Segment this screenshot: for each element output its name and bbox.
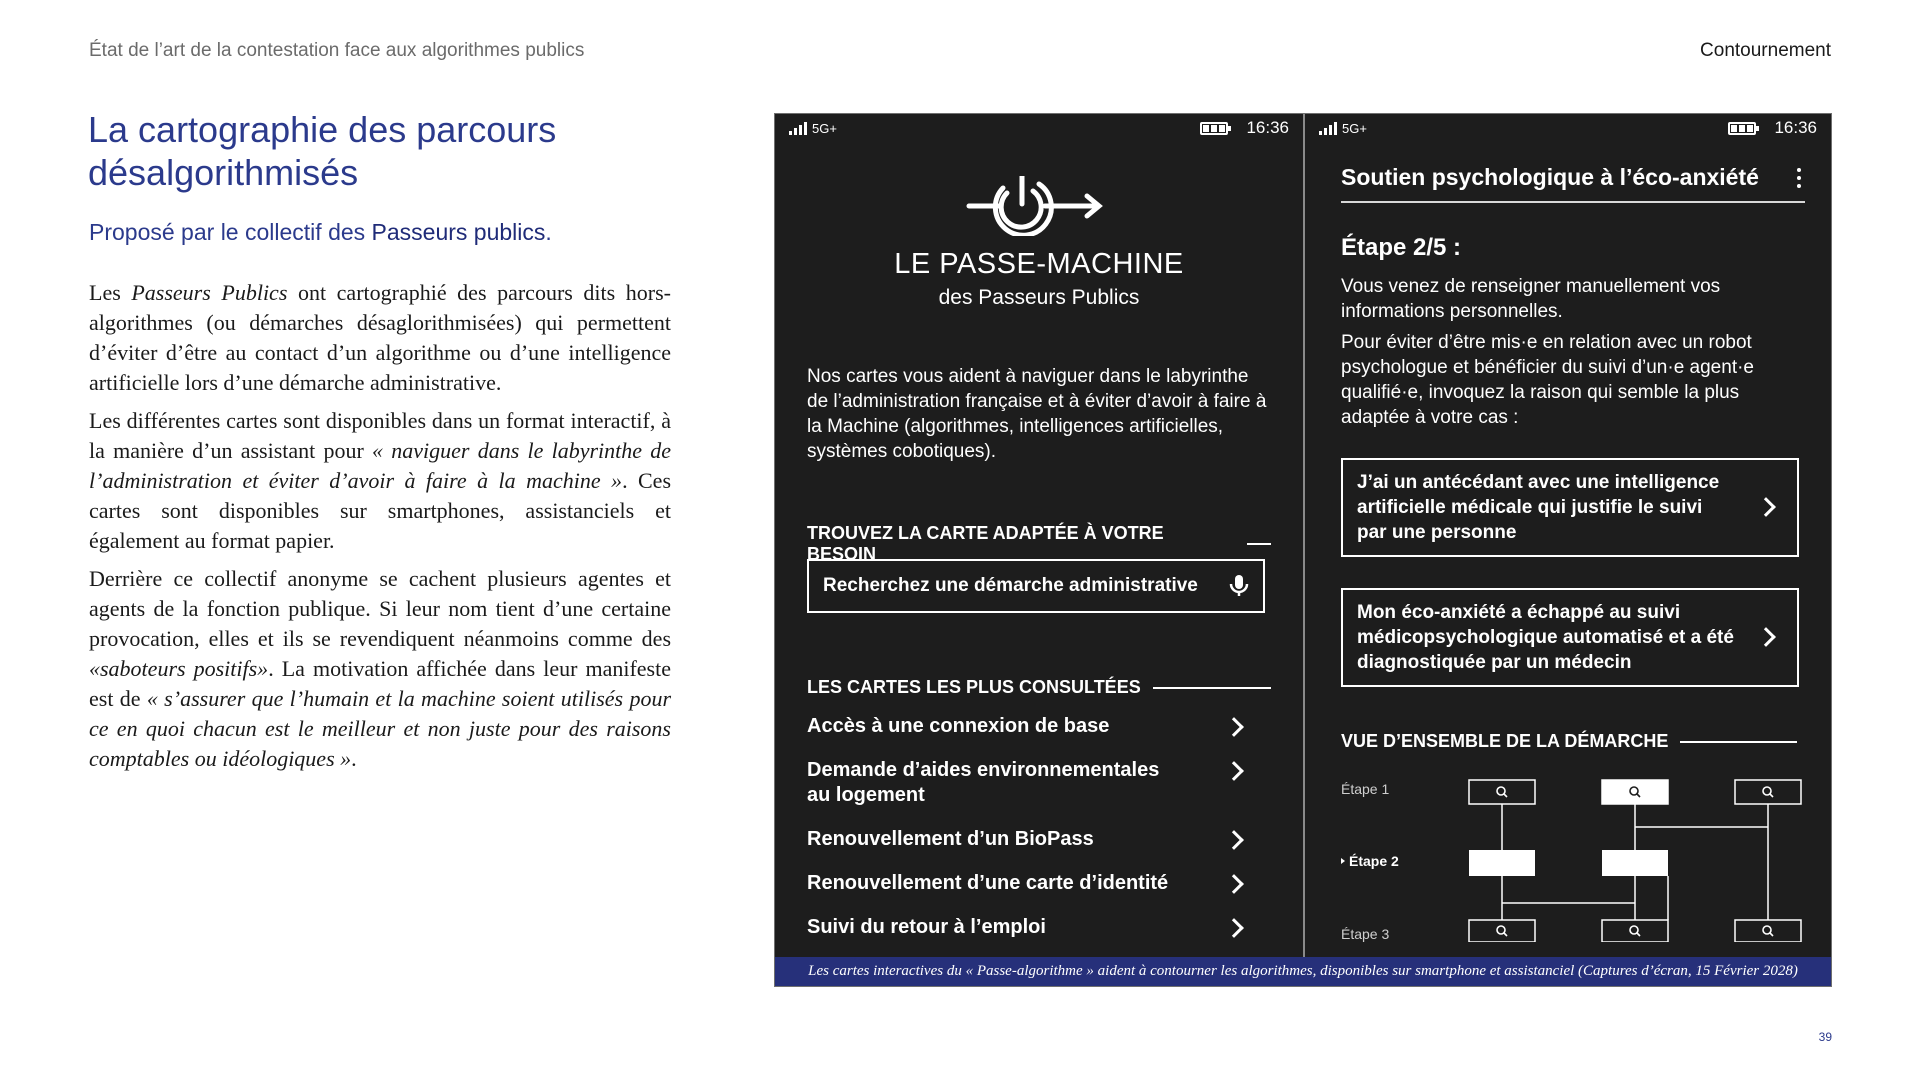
- step-node[interactable]: [1602, 780, 1668, 804]
- card-label: Accès à une connexion de base: [807, 715, 1110, 737]
- page-title: La cartographie des parcours désalgorithmisés: [88, 109, 557, 193]
- step-node[interactable]: [1602, 850, 1668, 876]
- search-placeholder: Recherchez une démarche administrative: [823, 575, 1198, 596]
- popular-cards-heading: [807, 677, 1271, 698]
- article-body: [89, 278, 671, 782]
- step-description-2: Pour éviter d’être mis·e en relation avec un robot psychologue et bénéficier du suivi d’un·e agent·e qualifié·e, invoquez la raison qui semble la plus adaptée à votre cas :: [1341, 332, 1754, 428]
- chevron-right-icon: [1224, 761, 1244, 781]
- find-card-heading-label: TROUVEZ LA CARTE ADAPTÉE À VOTRE BESOIN: [807, 523, 1164, 564]
- step3-nodes: [1469, 920, 1801, 942]
- list-item[interactable]: [807, 827, 1247, 852]
- signal-icon: [789, 121, 807, 135]
- signal-icon: [1319, 121, 1337, 135]
- chevron-right-icon: [1224, 874, 1244, 894]
- section-tag: Contournement: [1700, 40, 1831, 61]
- step-title: Étape 2/5 :: [1341, 234, 1462, 261]
- paragraph-1: [89, 278, 671, 398]
- heading-rule: [1680, 741, 1797, 743]
- chevron-right-icon: [1224, 918, 1244, 938]
- card-label: Renouvellement d’un BioPass: [807, 828, 1094, 850]
- screenshot-figure: [774, 113, 1832, 987]
- choice-option[interactable]: [1341, 458, 1799, 557]
- p1-text-a: Les: [89, 280, 132, 305]
- choice-label: Mon éco-anxiété a échappé au suivi médicopsychologique automatisé et a été diagnostiquée par un médecin: [1357, 602, 1734, 673]
- step2-nodes: [1469, 850, 1668, 876]
- step-node[interactable]: [1469, 780, 1535, 804]
- page-number: 39: [1818, 1030, 1832, 1044]
- step-label-current: Étape 2: [1349, 853, 1399, 869]
- step-node[interactable]: [1469, 920, 1535, 942]
- subtitle-collective: Passeurs publics: [371, 219, 546, 245]
- step-node[interactable]: [1735, 920, 1801, 942]
- chevron-right-icon: [1756, 497, 1776, 517]
- process-overview-diagram: [1335, 772, 1805, 942]
- step-node[interactable]: [1602, 920, 1668, 942]
- battery-icon: [1200, 122, 1228, 135]
- subtitle: [89, 219, 552, 246]
- list-item[interactable]: [807, 758, 1247, 808]
- step-node[interactable]: [1735, 780, 1801, 804]
- subtitle-prefix: Proposé par le collectif des: [89, 219, 372, 245]
- search-input[interactable]: [807, 559, 1265, 613]
- overview-heading: [1341, 731, 1797, 752]
- step-label: Étape 1: [1341, 781, 1390, 797]
- step1-nodes: [1469, 780, 1801, 804]
- p3-quote-2: « s’assurer que l’humain et la machine soient utilisés pour ce en quoi chacun est le meilleur et non juste pour des raisons comptables ou idéologiques »: [89, 686, 672, 771]
- p2-text-c: . Ces cartes sont disponibles sur smartphones, assistanciels et également au format papier.: [89, 468, 672, 553]
- list-item[interactable]: [807, 871, 1247, 896]
- heading-rule: [1247, 543, 1271, 545]
- chevron-right-icon: [1224, 830, 1244, 850]
- status-bar: [1305, 114, 1831, 142]
- card-label: Suivi du retour à l’emploi: [807, 916, 1046, 938]
- screen-title: Soutien psychologique à l’éco-anxiété: [1341, 164, 1805, 203]
- card-label: Renouvellement d’une carte d’identité: [807, 872, 1169, 894]
- p2-quote: « naviguer dans le labyrinthe de l’administration et éviter d’avoir à faire à la machine »: [89, 438, 671, 493]
- intro-text: Nos cartes vous aident à naviguer dans le labyrinthe de l’administration française et à éviter d’avoir à faire à la Machine (algorithmes, intelligences artificielles, systèmes cobotiques).: [807, 366, 1267, 462]
- step-node[interactable]: [1469, 850, 1535, 876]
- p3-text-c: . La motivation affichée dans leur manifeste est de: [89, 656, 671, 711]
- phone-screens: [775, 114, 1831, 957]
- list-item[interactable]: [807, 714, 1247, 739]
- p3-text-e: .: [351, 746, 357, 771]
- step-description: [1341, 274, 1801, 436]
- step-label: Étape 3: [1341, 926, 1390, 942]
- brand-subtitle: des Passeurs Publics: [938, 286, 1140, 309]
- p1-text-b: Passeurs Publics: [131, 280, 288, 305]
- choice-label: J’ai un antécédant avec une intelligence artificielle médicale qui justifie le suivi par une personne: [1357, 472, 1720, 543]
- heading-rule: [1153, 687, 1271, 689]
- card-label: Demande d’aides environnementales au logement: [807, 759, 1160, 806]
- network-label: 5G+: [1342, 120, 1367, 136]
- p3-text-a: Derrière ce collectif anonyme se cachent plusieurs agentes et agents de la fonction publique. Si leur nom tient d’une certaine provocation, elles et ils se revendiquent néanmoins comme des: [89, 566, 671, 651]
- p1-text-c: ont cartographié des parcours dits hors-algorithmes (ou démarches désaglorithmisées) qui permettent d’éviter d’être au contact d’un algorithme ou d’une intelligence artificielle lors d’une démarche administrative.: [89, 280, 671, 395]
- choice-option[interactable]: [1341, 588, 1799, 687]
- figure-caption: Les cartes interactives du « Passe-algorithme » aident à contourner les algorithmes, disponibles sur smartphone et assistanciel (Captures d’écran, 15 Février 2028): [775, 957, 1831, 986]
- popular-cards-heading-label: LES CARTES LES PLUS CONSULTÉES: [807, 677, 1141, 697]
- more-options-icon[interactable]: [1797, 168, 1803, 188]
- chevron-right-icon: [1756, 627, 1776, 647]
- microphone-icon[interactable]: [1229, 574, 1249, 598]
- battery-icon: [1728, 122, 1756, 135]
- phone-left: [775, 114, 1303, 957]
- step-description-1: Vous venez de renseigner manuellement vos informations personnelles.: [1341, 276, 1721, 322]
- subtitle-suffix: .: [545, 219, 552, 245]
- p3-quote-1: «saboteurs positifs»: [89, 656, 269, 681]
- power-arrow-icon: [775, 176, 1303, 236]
- popular-cards-list: [807, 714, 1247, 957]
- status-bar: [775, 114, 1303, 142]
- phone-right: [1303, 114, 1831, 957]
- paragraph-3: [89, 564, 671, 774]
- chevron-right-icon: [1224, 717, 1244, 737]
- current-step-marker-icon: [1341, 858, 1345, 864]
- p2-text-a: Les différentes cartes sont disponibles dans un format interactif, à la manière d’un assistant pour: [89, 408, 671, 463]
- overview-heading-label: VUE D’ENSEMBLE DE LA DÉMARCHE: [1341, 731, 1669, 751]
- running-head: État de l’art de la contestation face aux algorithmes publics: [89, 40, 585, 61]
- network-label: 5G+: [812, 120, 837, 136]
- brand-name: LE PASSE-MACHINE: [894, 248, 1184, 280]
- clock: 16:36: [1774, 118, 1817, 137]
- paragraph-2: [89, 406, 671, 556]
- clock: 16:36: [1246, 118, 1289, 137]
- list-item[interactable]: [807, 915, 1247, 940]
